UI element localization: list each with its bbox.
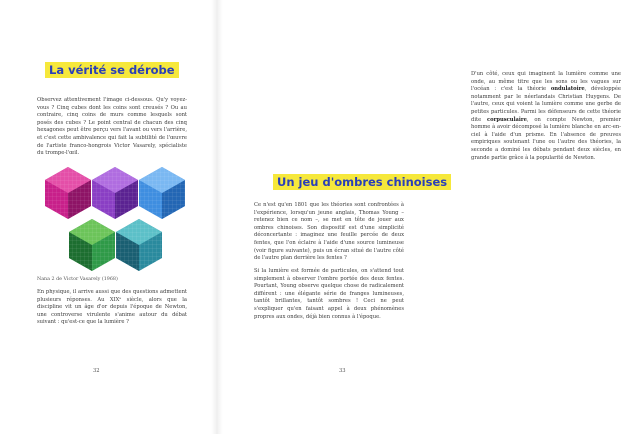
right-page-number: 33: [339, 368, 346, 374]
right-paragraph-young: Ce n'est qu'en 1801 que les théories sont confrontées à l'expérience, lorsqu'un jeune anglais, Thomas Young – retenez bien ce nom –, se met en tête de jouer aux ombres chinoises. Son dispositif est d'une simplicité déconcertante : imaginez une feuille percée de deux fentes, que l'on éclaire à l'aide d'une source lumineuse (voir figure suivante), puis un écran situé de l'autre côté de l'autre plan derrière les fentes ?: [254, 202, 404, 262]
right-page-heading: [268, 175, 456, 189]
left-heading-highlight: La vérité se dérobe: [45, 62, 179, 78]
right-paragraph-fringes: Si la lumière est formée de particules, on s'attend tout simplement à observer l'ombre portée des deux fentes. Pourtant, Young observe quelque chose de radicalement différent : une élégante série de franges lumineuses, tantôt brillantes, tantôt sombres ! Ceci ne peut s'expliquer qu'en faisant appel à deux phénomènes propres aux ondes, déjà bien connus à l'époque.: [254, 268, 404, 320]
term-ondulatoire: ondulatoire: [550, 86, 585, 93]
theories-text-c: , on compte Newton, premier homme à avoir décomposé la lumière blanche en arc-en-ciel à l'aide d'un prisme. En l'absence de preuves empiriques soutenant l'une ou l'autre des théories, la seconde a dominé les débats pendant deux siècles, en grande partie grâce à la popularité de Newton.: [471, 116, 621, 161]
hexagon-green: [69, 219, 115, 271]
hexagon-violet: [92, 167, 138, 219]
left-paragraph-physics: En physique, il arrive aussi que des questions admettent plusieurs réponses. Au XIXᵉ siècle, alors que la discipline vit un âge d'or depuis l'époque de Newton, une controverse virulente s'anime autour du débat suivant : qu'est-ce que la lumière ?: [37, 289, 187, 326]
hexagon-magenta: [45, 167, 91, 219]
right-paragraph-theories: [471, 71, 621, 162]
hexagon-teal: [116, 219, 162, 271]
right-page: [217, 0, 621, 434]
left-page: [0, 0, 217, 434]
hexagon-blue: [139, 167, 185, 219]
artwork-caption: Nana 2 de Victor Vasarely (1968): [37, 277, 118, 282]
vasarely-artwork: [40, 164, 190, 276]
left-paragraph-intro: Observez attentivement l'image ci-dessous. Qu'y voyez-vous ? Cinq cubes dont les coins sont creusés ? Ou au contraire, cinq coins de murs comme lesquels sont posés des cubes ? Le point central de chacun des cinq hexagones peut être perçu vers l'avant ou vers l'arrière, et c'est cette ambivalence qui fait la subtilité de l'œuvre de l'artiste franco-hongrois Victor Vasarely, spécialiste du trompe-l'œil.: [37, 97, 187, 157]
theories-text-a: D'un côté, ceux qui imaginent la lumière comme une onde, au même titre que les sons ou les vagues sur l'océan : c'est la théorie: [471, 71, 621, 93]
term-corpusculaire: corpusculaire: [486, 116, 527, 123]
theories-text-b: , développée notamment par le néerlandais Christian Huygens. De l'autre, ceux qui voient la lumière comme une gerbe de petites particules. Parmi les défenseurs de cette théorie dite: [471, 86, 621, 123]
left-page-number: 32: [93, 368, 100, 374]
right-heading-highlight: Un jeu d'ombres chinoises: [273, 174, 451, 190]
left-page-heading: [40, 63, 184, 77]
